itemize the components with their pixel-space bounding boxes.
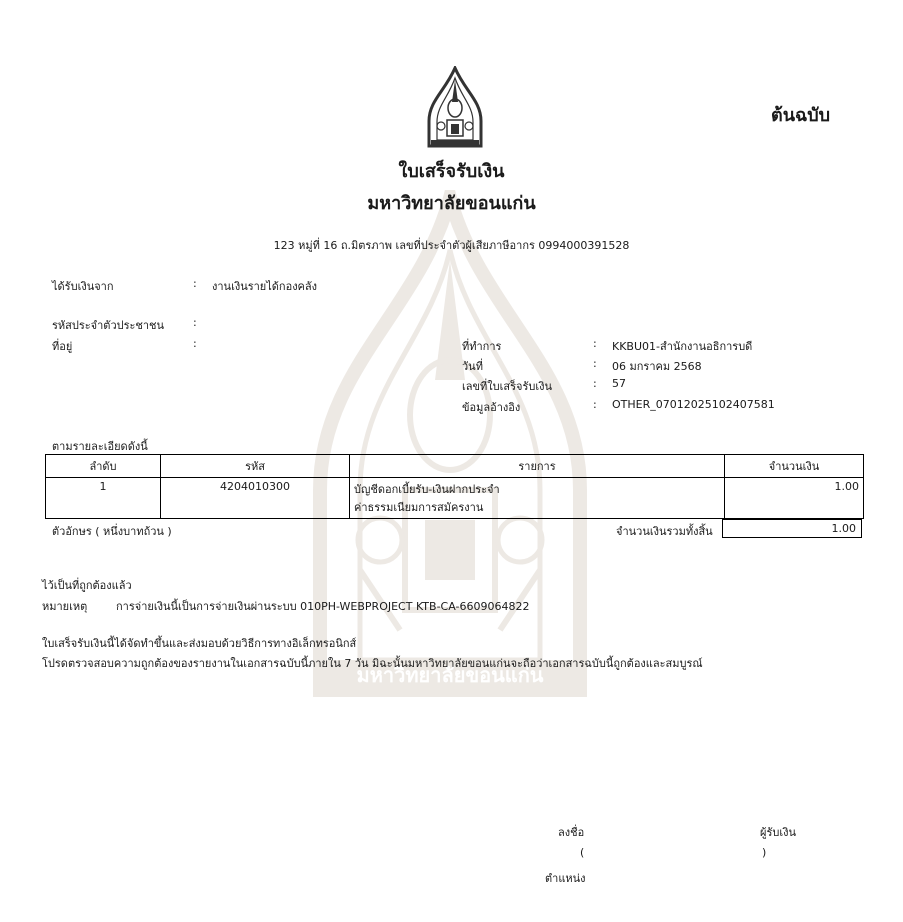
row-description: [350, 478, 725, 519]
position-label: ตำแหน่ง: [545, 872, 586, 885]
address-label: ที่อยู่: [52, 340, 73, 353]
amount-in-words: ตัวอักษร ( หนึ่งบาทถ้วน ): [52, 525, 172, 538]
signature-close-paren: ): [762, 846, 767, 859]
column-header-no: ลำดับ: [46, 455, 161, 478]
receipt-title: ใบเสร็จรับเงิน: [398, 161, 505, 182]
citizen-id-label: รหัสประจำตัวประชาชน: [52, 319, 165, 332]
watermark-text: มหาวิทยาลัยขอนแก่น: [356, 663, 544, 687]
office-value: KKBU01-สำนักงานอธิการบดี: [612, 340, 753, 353]
table-caption: ตามรายละเอียดดังนี้: [52, 440, 148, 453]
table-row: [46, 478, 864, 519]
organization-name: มหาวิทยาลัยขอนแก่น: [367, 193, 536, 214]
row-no: 1: [46, 478, 161, 519]
electronic-notice: ใบเสร็จรับเงินนี้ได้จัดทำขึ้นและส่งมอบด้วยวิธีการทางอิเล็กทรอนิกส์: [42, 637, 357, 650]
grand-total-value: 1.00: [722, 519, 862, 538]
receiver-label: ผู้รับเงิน: [760, 826, 796, 839]
original-copy-label: ต้นฉบับ: [771, 105, 831, 126]
received-correctly-text: ไว้เป็นที่ถูกต้องแล้ว: [42, 579, 132, 592]
remark-label: หมายเหตุ: [42, 600, 88, 613]
grand-total-label: จำนวนเงินรวมทั้งสิ้น: [616, 525, 713, 538]
row-description-line2: ค่าธรรมเนียมการสมัครงาน: [354, 501, 484, 514]
row-description-line1: บัญชีดอกเบี้ยรับ-เงินฝากประจำ: [354, 483, 500, 496]
colon: :: [593, 357, 597, 370]
remark-value: การจ่ายเงินนี้เป็นการจ่ายเงินผ่านระบบ 010PH-WEBPROJECT KTB-CA-6609064822: [116, 600, 530, 613]
column-header-description: รายการ: [350, 455, 725, 478]
received-from-value: งานเงินรายได้กองคลัง: [212, 280, 318, 293]
colon: :: [593, 377, 597, 390]
colon: :: [193, 337, 197, 350]
university-emblem-watermark: [300, 190, 600, 700]
sign-label: ลงชื่อ: [558, 826, 585, 839]
colon: :: [593, 337, 597, 350]
date-label: วันที่: [462, 360, 483, 373]
organization-address: 123 หมู่ที่ 16 ถ.มิตรภาพ เลขที่ประจำตัวผู้เสียภาษีอากร 0994000391528: [273, 239, 630, 252]
reference-label: ข้อมูลอ้างอิง: [462, 401, 521, 414]
table-header-row: [46, 455, 864, 478]
office-label: ที่ทำการ: [462, 340, 502, 353]
signature-open-paren: (: [580, 846, 585, 859]
university-logo-icon: [425, 66, 485, 150]
verify-notice: โปรดตรวจสอบความถูกต้องของรายงานในเอกสารฉบับนี้ภายใน 7 วัน มิฉะนั้นมหาวิทยาลัยขอนแก่นจะถือว่าเอกสารฉบับนี้ถูกต้องและสมบูรณ์: [42, 657, 703, 670]
row-amount: 1.00: [725, 478, 864, 519]
received-from-label: ได้รับเงินจาก: [52, 280, 114, 293]
items-table: [45, 454, 864, 519]
colon: :: [593, 398, 597, 411]
reference-value: OTHER_07012025102407581: [612, 398, 775, 411]
date-value: 06 มกราคม 2568: [612, 360, 702, 373]
column-header-amount: จำนวนเงิน: [725, 455, 864, 478]
receipt-number-label: เลขที่ใบเสร็จรับเงิน: [462, 380, 552, 393]
colon: :: [193, 316, 197, 329]
column-header-code: รหัส: [161, 455, 350, 478]
row-code: 4204010300: [161, 478, 350, 519]
receipt-number-value: 57: [612, 377, 626, 390]
colon: :: [193, 277, 197, 290]
